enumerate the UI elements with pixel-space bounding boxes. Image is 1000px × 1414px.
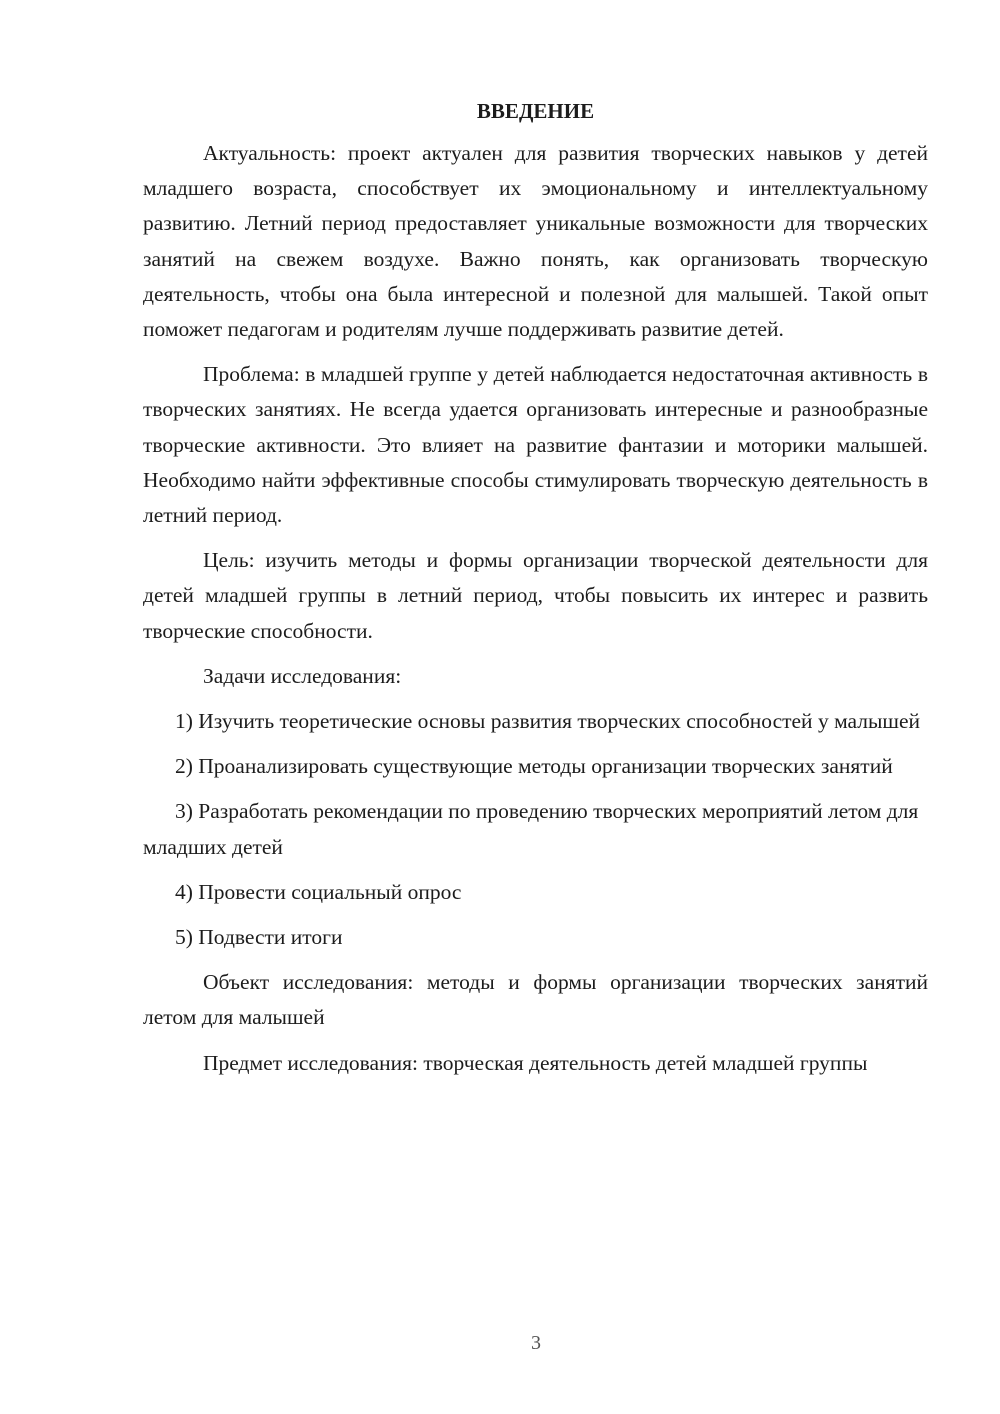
task-item: 4) Провести социальный опрос <box>175 879 462 904</box>
object-paragraph: Объект исследования: методы и формы организации творческих занятий летом для малышей <box>143 970 928 1030</box>
page-content <box>143 96 928 1091</box>
tasks-heading: Задачи исследования: <box>203 663 402 688</box>
page-number: 3 <box>531 1332 541 1354</box>
task-item: 3) Разработать рекомендации по проведению творческих мероприятий летом для младших детей <box>143 799 919 859</box>
subject-paragraph: Предмет исследования: творческая деятельность детей младшей группы <box>203 1050 868 1075</box>
goal-paragraph: Цель: изучить методы и формы организации творческой деятельности для детей младшей группы в летний период, чтобы повысить их интерес и развить творческие способности. <box>143 548 928 643</box>
task-item: 5) Подвести итоги <box>175 925 343 950</box>
problem-paragraph: Проблема: в младшей группе у детей наблюдается недостаточная активность в творческих занятиях. Не всегда удается организовать интересные и разнообразные творческие активности. Это влияет на развитие фантазии и моторики малышей. Необходимо найти эффективные способы стимулировать творческую деятельность в летний период. <box>143 362 928 528</box>
tasks-list <box>143 704 928 955</box>
task-item: 1) Изучить теоретические основы развития творческих способностей у малышей <box>175 709 921 734</box>
task-item: 2) Проанализировать существующие методы организации творческих занятий <box>175 754 893 779</box>
page-title: ВВЕДЕНИЕ <box>476 99 595 123</box>
relevance-paragraph: Актуальность: проект актуален для развития творческих навыков у детей младшего возраста, способствует их эмоциональному и интеллектуальному развитию. Летний период предоставляет уникальные возможности для творческих занятий на свежем воздухе. Важно понять, как организовать творческую деятельность, чтобы она была интересной и полезной для малышей. Такой опыт поможет педагогам и родителям лучше поддерживать развитие детей. <box>143 141 928 342</box>
